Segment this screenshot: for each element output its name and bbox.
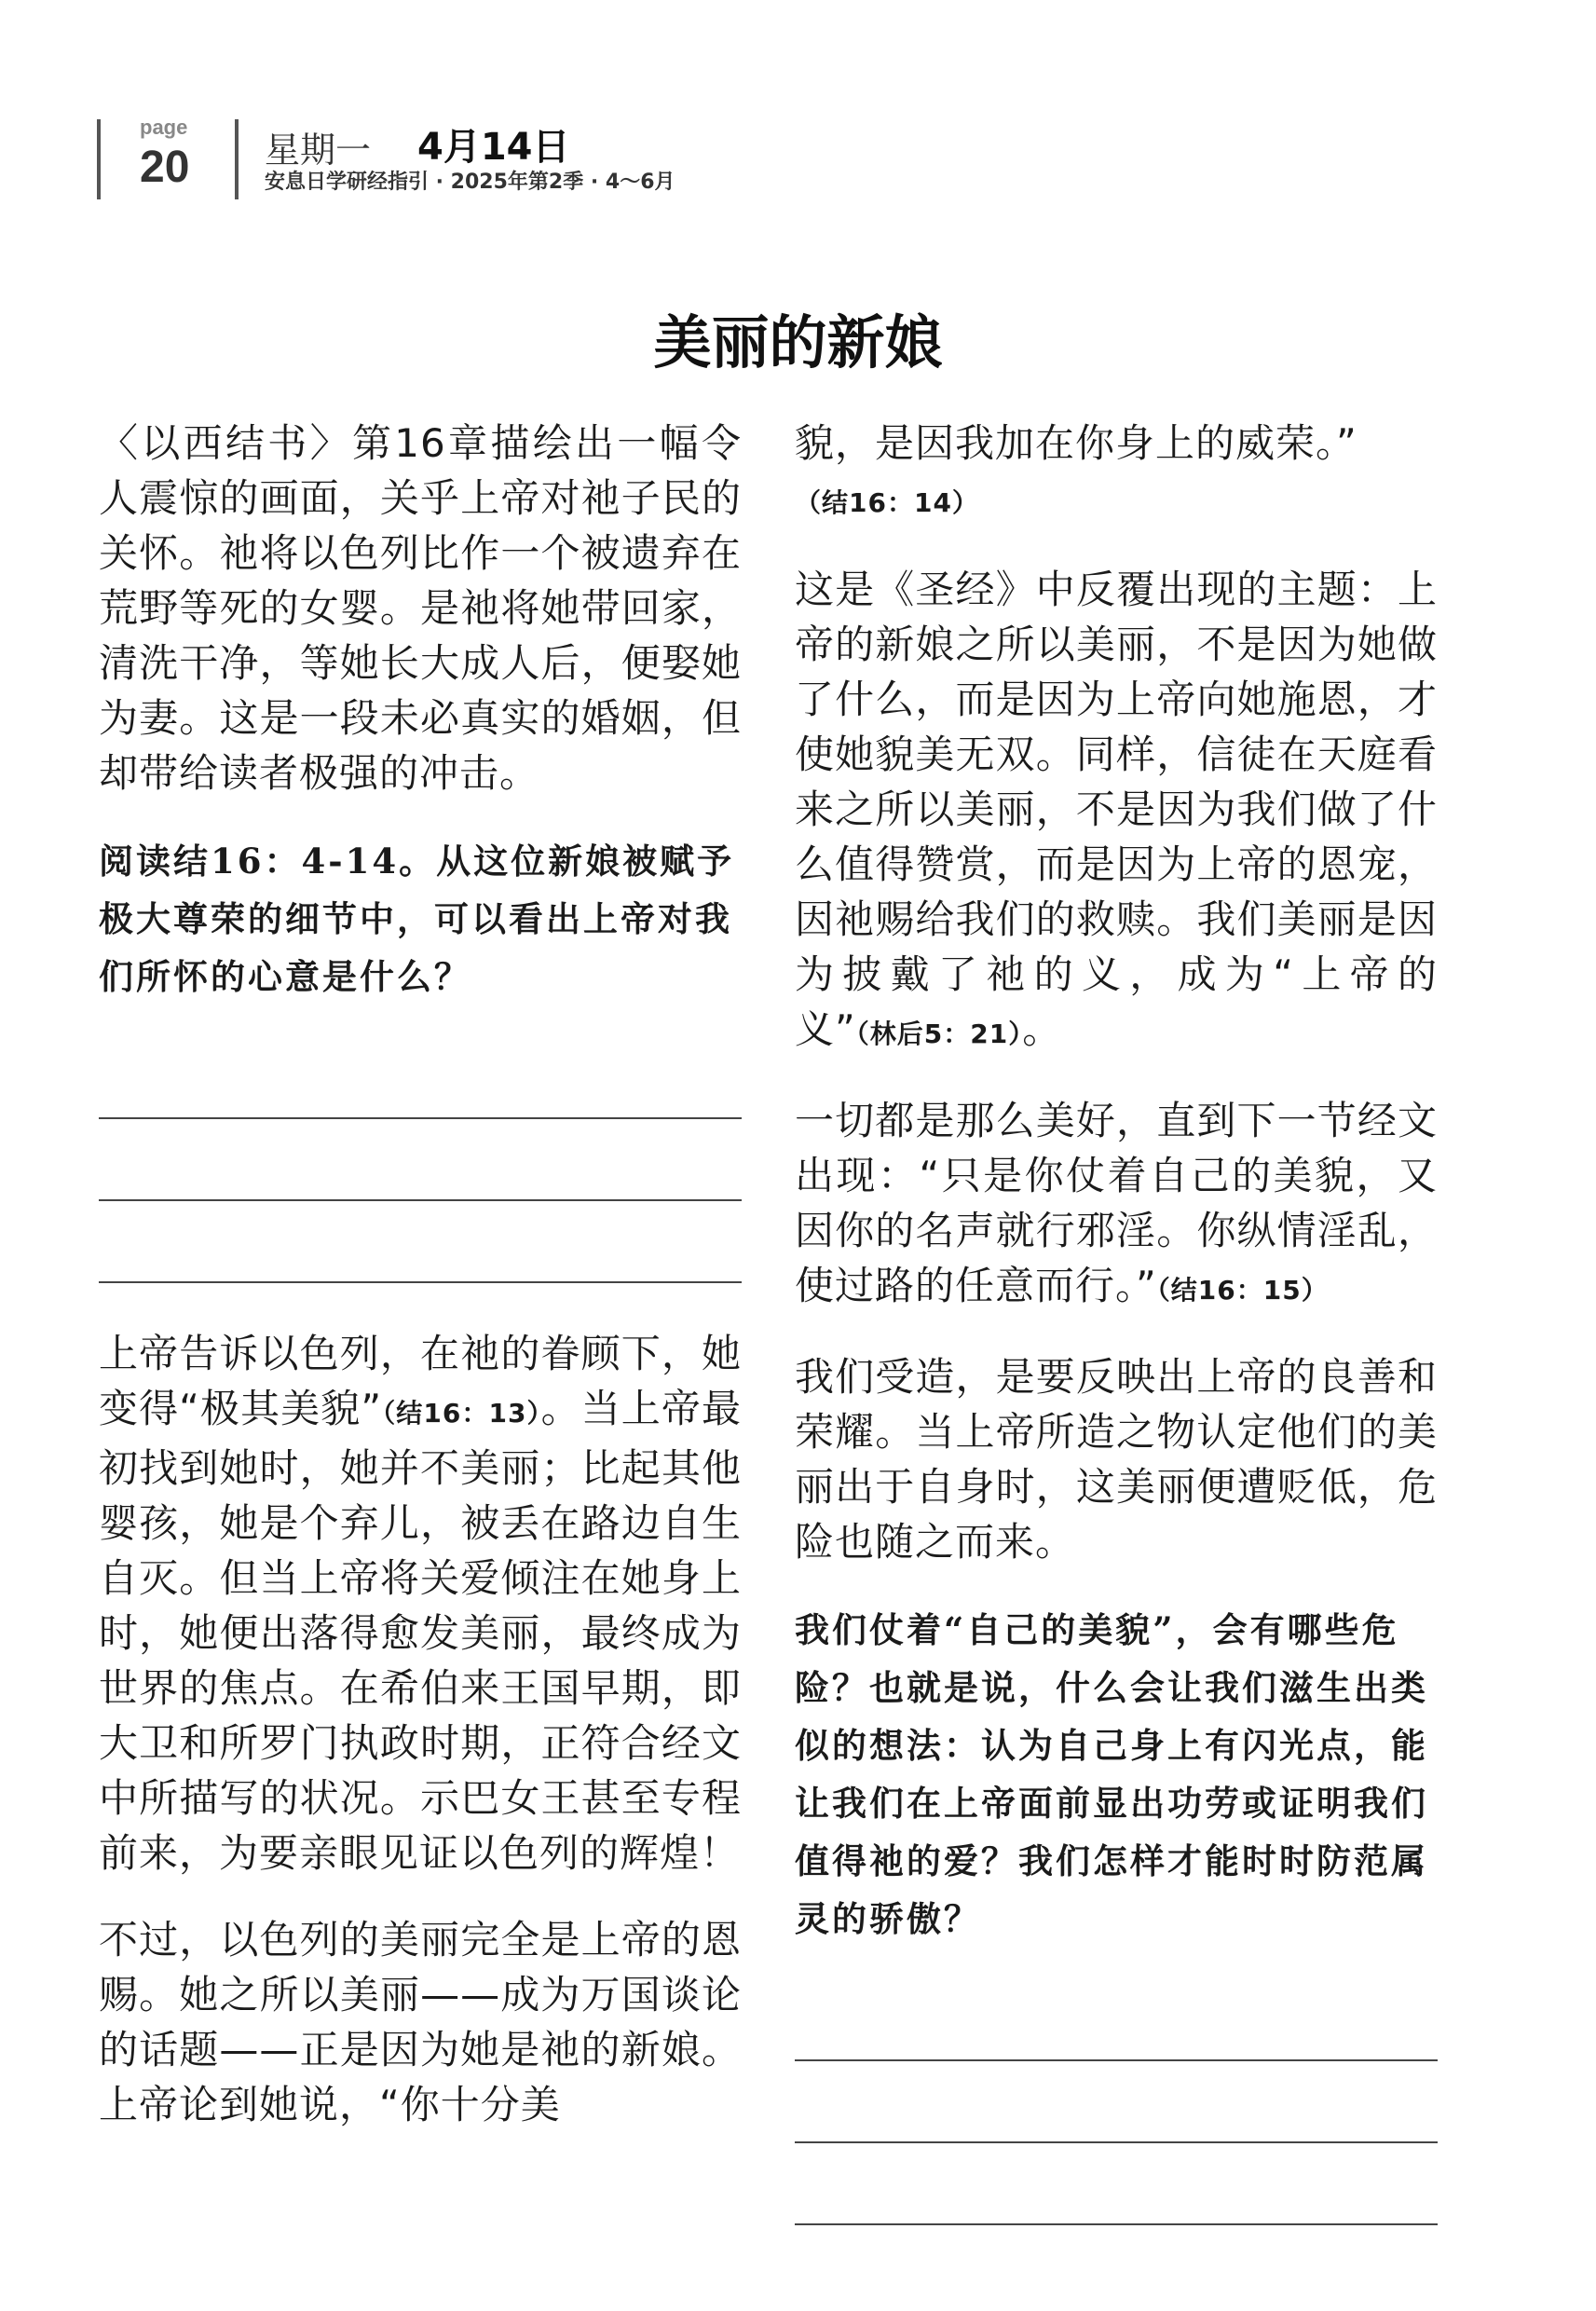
answer-line[interactable] [99, 1201, 742, 1283]
scripture-reference: （林后5：21） [855, 1019, 1023, 1049]
paragraph [99, 1326, 742, 1880]
scripture-reference: （结16：15） [1156, 1275, 1329, 1306]
answer-line[interactable] [795, 2061, 1438, 2143]
page-label: page [140, 116, 188, 139]
answer-line[interactable] [795, 1979, 1438, 2061]
scripture-reference: （结16：14） [795, 487, 979, 518]
paragraph [795, 562, 1438, 1061]
paragraph: 不过，以色列的美丽完全是上帝的恩赐。她之所以美丽——成为万国谈论的话题——正是因为她是祂的新娘。上帝论到她说，“你十分美 [99, 1917, 742, 2127]
publication-subtitle: 安息日学研经指引 · 2025年第2季 · 4～6月 [265, 171, 675, 194]
paragraph-text: 这是《圣经》中反覆出现的主题：上帝的新娘之所以美丽，不是因为她做了什么，而是因为上帝向她施恩，才使她貌美无双。同样，信徒在天庭看来之所以美丽，不是因为我们做了什么值得赞赏，而是因为上帝的恩宠，因祂赐给我们的救赎。我们美丽是因为披戴了祂的义，成为“上帝的义” [795, 567, 1438, 1052]
answer-line[interactable] [99, 1037, 742, 1119]
answer-line[interactable] [795, 2143, 1438, 2225]
answer-line[interactable] [99, 1119, 742, 1201]
date: 4月14日 [417, 126, 570, 169]
lesson-title: 美丽的新娘 [653, 308, 943, 376]
paragraph-text: 上帝告诉以色列，在祂的眷顾下，她变得“极其美貌” [99, 1331, 742, 1431]
paragraph-text: 貌，是因我加在你身上的威荣。” [795, 420, 1357, 466]
page-header [0, 0, 1596, 214]
left-column [99, 416, 742, 2164]
paragraph-text: 。当上帝最初找到她时，她并不美丽；比起其他婴孩，她是个弃儿，被丢在路边自生自灭。但当上帝将关爱倾注在她身上时，她便出落得愈发美丽，最终成为世界的焦点。在希伯来王国早期，即大卫和所罗门执政时期，正符合经文中所描写的状况。示巴女王甚至专程前来，为要亲眼见证以色列的辉煌！ [99, 1386, 742, 1876]
answer-lines[interactable] [795, 1979, 1438, 2225]
paragraph-text: 一切都是那么美好，直到下一节经文出现：“只是你仗着自己的美貌，又因你的名声就行邪淫。你纵情淫乱，使过路的任意而行。” [795, 1098, 1438, 1308]
page-number: 20 [140, 143, 190, 192]
paragraph [795, 416, 1438, 530]
paragraph [795, 1093, 1438, 1318]
scripture-reference: （结16：13） [382, 1398, 541, 1429]
study-question: 我们仗着“自己的美貌”，会有哪些危险？也就是说，什么会让我们滋生出类似的想法：认为自己身上有闪光点，能让我们在上帝面前显出功劳或证明我们值得祂的爱？我们怎样才能时时防范属灵的骄傲？ [795, 1609, 1428, 1939]
study-question: 阅读结16：4-14。从这位新娘被赋予极大尊荣的细节中，可以看出上帝对我们所怀的心意是什么？ [99, 841, 735, 997]
weekday: 星期一 [265, 130, 372, 171]
paragraph: 〈以西结书〉第16章描绘出一幅令人震惊的画面，关乎上帝对祂子民的关怀。祂将以色列比作一个被遗弃在荒野等死的女婴。是祂将她带回家，清洗干净，等她长大成人后，便娶她为妻。这是一段未必真实的婚姻，但却带给读者极强的冲击。 [99, 420, 742, 796]
header-divider-mid [235, 119, 239, 199]
paragraph: 我们受造，是要反映出上帝的良善和荣耀。当上帝所造之物认定他们的美丽出于自身时，这美丽便遭贬低，危险也随之而来。 [795, 1354, 1438, 1565]
right-column [795, 416, 1438, 2268]
header-divider-left [97, 119, 101, 199]
answer-lines[interactable] [99, 1037, 742, 1283]
paragraph-text: 。 [1022, 1006, 1063, 1052]
